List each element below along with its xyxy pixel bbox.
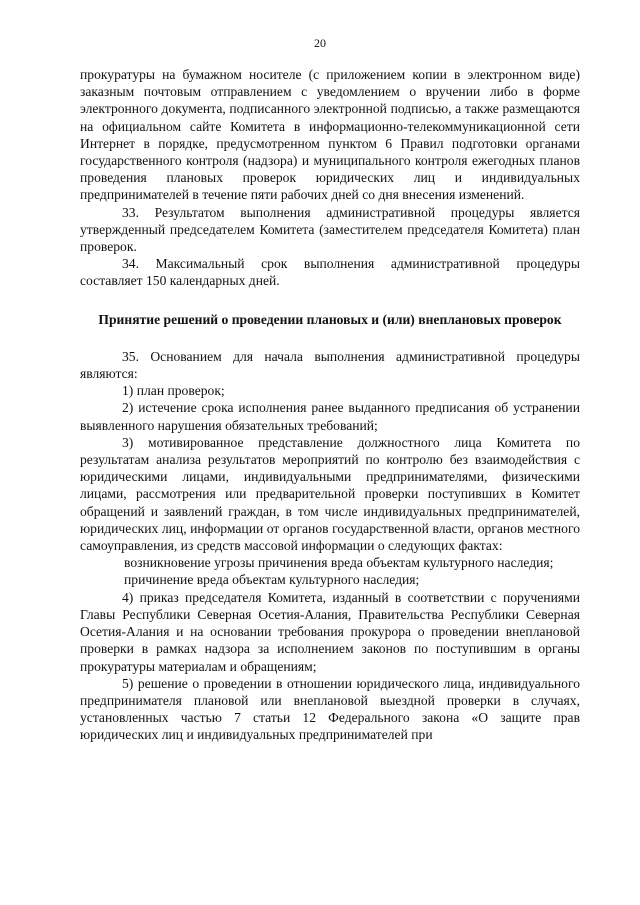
paragraph-35: 35. Основанием для начала выполнения административной процедуры являются: xyxy=(80,348,580,382)
list-item-1: 1) план проверок; xyxy=(122,383,225,399)
list-item-5: 5) решение о проведении в отношении юридического лица, индивидуального предпринимателя плановой или внеплановой выездной проверки в случаях, установленных частью 7 статьи 12 Федерального закона «О защите прав юридических лиц и индивидуальных предпринимателей при xyxy=(80,675,580,743)
document-body xyxy=(80,66,580,744)
list-item-3: 3) мотивированное представление должностного лица Комитета по результатам анализа результатов мероприятий по контролю без взаимодействия с юридическими лицами, индивидуальными предпринимателями, физическими лицами, рассмотрения или предварительной проверки поступивших в Комитет обращений и заявлений граждан, в том числе индивидуальных предпринимателей, юридических лиц, информации от органов государственной власти, органов местного самоуправления, из средств массовой информации о следующих фактах: xyxy=(80,434,580,554)
paragraph-33: 33. Результатом выполнения административной процедуры является утвержденный председателем Комитета (заместителем председателя Комитета) план проверок. xyxy=(80,204,580,255)
list-item-4: 4) приказ председателя Комитета, изданный в соответствии с поручениями Главы Республики Северная Осетия-Алания, Правительства Республики Северная Осетия-Алания и на основании требования прокурора о проведении внеплановой проверки в рамках надзора за исполнением законов по поступившим в органы прокуратуры материалам и обращениям; xyxy=(80,589,580,674)
paragraph-34: 34. Максимальный срок выполнения административной процедуры составляет 150 календарных дней. xyxy=(80,256,580,289)
list-subitem-harm: причинение вреда объектам культурного наследия; xyxy=(124,572,420,588)
section-heading: Принятие решений о проведении плановых и (или) внеплановых проверок xyxy=(98,311,562,327)
list-item-2: 2) истечение срока исполнения ранее выданного предписания об устранении выявленного нарушения обязательных требований; xyxy=(80,400,580,433)
page-number: 20 xyxy=(314,36,326,50)
paragraph: прокуратуры на бумажном носителе (с приложением копии в электронном виде) заказным почтовым отправлением с уведомлением о вручении либо в форме электронного документа, подписанного электронной подписью, а также размещаются на официальном сайте Комитета в информационно-телекоммуникационной сети Интернет в порядке, предусмотренном пунктом 6 Правил подготовки органами государственного контроля (надзора) и муниципального контроля ежегодных планов проведения плановых проверок юридических лиц и индивидуальных предпринимателей в течение пяти рабочих дней со дня внесения изменений. xyxy=(80,67,580,203)
list-subitem-threat: возникновение угрозы причинения вреда объектам культурного наследия; xyxy=(124,555,554,571)
